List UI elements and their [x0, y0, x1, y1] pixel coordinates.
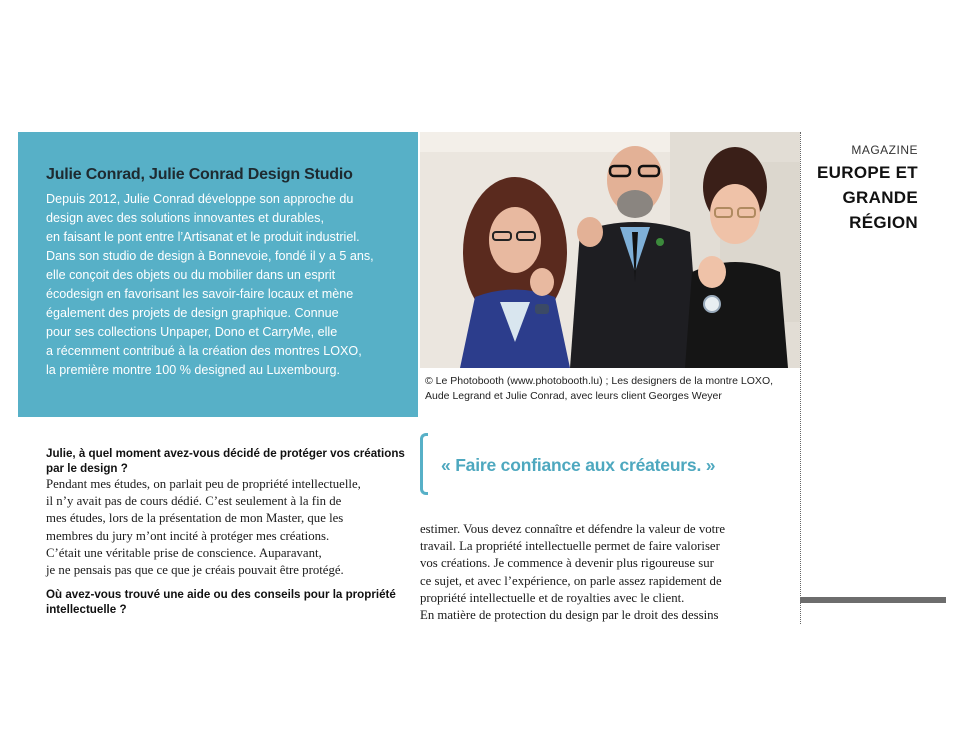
question-line: intellectuelle ? — [46, 603, 127, 617]
intro-line: en faisant le pont entre l’Artisanat et le produit industriel. — [46, 230, 360, 244]
intro-line: Depuis 2012, Julie Conrad développe son approche du — [46, 192, 354, 206]
section-title-line: RÉGION — [849, 213, 918, 232]
continuation-line: En matière de protection du design par le droit des dessins — [420, 608, 719, 623]
column-divider — [800, 132, 801, 624]
intro-line: écodesign en favorisant les savoir-faire locaux et mène — [46, 287, 354, 301]
caption-line: © Le Photobooth (www.photobooth.lu) ; Les designers de la montre LOXO, — [425, 375, 774, 387]
continuation-line: ce sujet, et avec l’expérience, on parle assez rapidement de — [420, 573, 722, 588]
intro-body — [46, 190, 390, 380]
photo-illustration — [420, 132, 800, 368]
question-2 — [46, 587, 396, 617]
caption-line: Aude Legrand et Julie Conrad, avec leurs client Georges Weyer — [425, 390, 722, 402]
section-title-line: EUROPE ET — [817, 163, 918, 182]
section-heading — [808, 143, 918, 235]
pull-quote: « Faire confiance aux créateurs. » — [441, 455, 716, 475]
continuation-line: travail. La propriété intellectuelle permet de faire valoriser — [420, 539, 720, 554]
question-line: par le design ? — [46, 462, 128, 475]
intro-line: également des projets de design graphique. Connue — [46, 306, 339, 320]
intro-title: Julie Conrad, Julie Conrad Design Studio — [46, 166, 353, 183]
intro-line: design avec des solutions innovantes et durables, — [46, 211, 324, 225]
answer-line: Pendant mes études, on parlait peu de propriété intellectuelle, — [46, 477, 361, 491]
continuation-line: propriété intellectuelle et de royalties avec le client. — [420, 590, 685, 605]
photo-caption — [425, 374, 800, 404]
intro-line: elle conçoit des objets ou du mobilier dans un esprit — [46, 268, 336, 282]
answer-1 — [46, 476, 396, 579]
continuation-line: vos créations. Je commence à devenir plus rigoureuse sur — [420, 556, 714, 571]
intro-line: pour ses collections Unpaper, Dono et CarryMe, elle — [46, 325, 338, 339]
quote-bracket — [420, 433, 428, 495]
answer-line: C’était une véritable prise de conscience. Auparavant, — [46, 545, 322, 560]
intro-box — [18, 132, 418, 417]
designers-photo — [420, 132, 800, 368]
page-crop-edge — [0, 624, 964, 753]
section-kicker: MAGAZINE — [851, 143, 918, 157]
question-1 — [46, 446, 405, 476]
interview-column — [46, 446, 405, 617]
interview-continuation — [420, 521, 798, 624]
answer-line: je ne pensais pas que ce que je créais pouvait être protégé. — [46, 563, 344, 578]
sidebar-rule — [800, 597, 946, 603]
answer-line: mes études, lors de la présentation de mon Master, que les — [46, 511, 344, 526]
intro-line: Dans son studio de design à Bonnevoie, fondé il y a 5 ans, — [46, 249, 374, 263]
section-title-line: GRANDE — [842, 188, 918, 207]
intro-line: la première montre 100 % designed au Luxembourg. — [46, 363, 341, 377]
answer-line: membres du jury m’ont incité à protéger mes créations. — [46, 528, 330, 543]
intro-line: a récemment contribué à la création des montres LOXO, — [46, 344, 362, 358]
question-line: Julie, à quel moment avez-vous décidé de protéger vos créations — [46, 447, 405, 460]
section-title — [808, 160, 918, 235]
question-line: Où avez-vous trouvé une aide ou des conseils pour la propriété — [46, 588, 396, 602]
continuation-line: estimer. Vous devez connaître et défendre la valeur de votre — [420, 522, 726, 536]
answer-line: il n’y avait pas de cours dédié. C’est seulement à la fin de — [46, 494, 342, 509]
